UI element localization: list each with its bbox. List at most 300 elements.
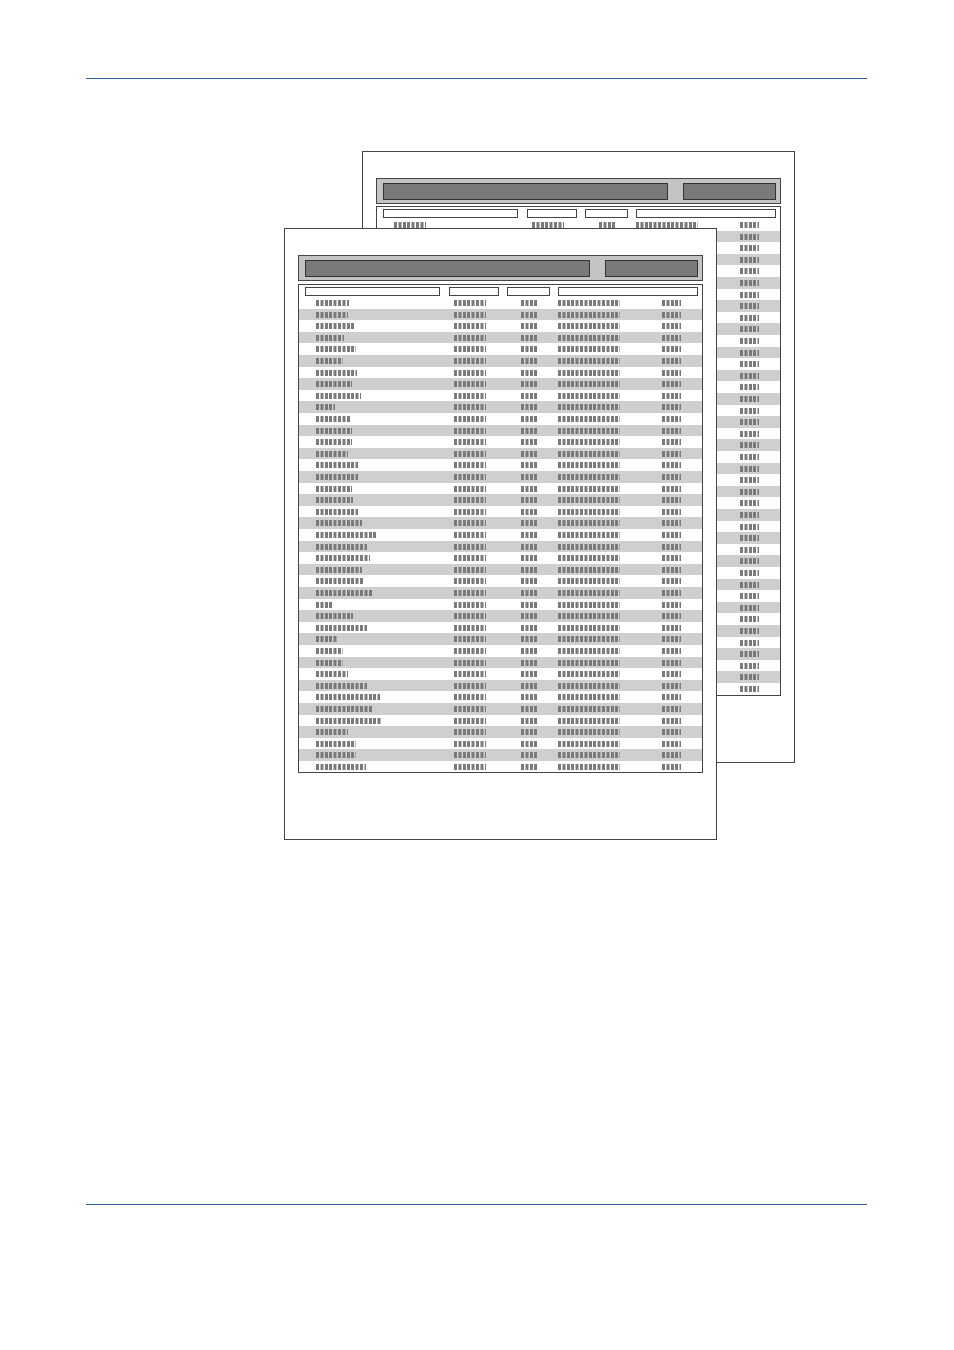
placeholder-cell [558,358,620,364]
table-row [299,680,702,692]
placeholder-cell [558,625,620,631]
placeholder-cell [558,323,620,329]
placeholder-cell [316,660,343,666]
placeholder-cell [454,567,486,573]
placeholder-cell [662,312,681,318]
placeholder-cell [454,404,486,410]
placeholder-cell [662,602,681,608]
table-row [299,378,702,390]
placeholder-cell [662,706,681,712]
placeholder-cell [740,442,759,448]
placeholder-cell [521,590,538,596]
placeholder-cell [558,602,620,608]
placeholder-cell [740,396,759,402]
placeholder-cell [454,636,486,642]
report-title-bar [383,183,668,200]
placeholder-cell [662,416,681,422]
placeholder-cell [454,729,486,735]
placeholder-cell [454,323,486,329]
table-row [299,703,702,715]
table-row [299,610,702,622]
placeholder-cell [740,605,759,611]
placeholder-cell [454,752,486,758]
placeholder-cell [316,544,367,550]
table-row [299,529,702,541]
table-row [299,355,702,367]
placeholder-cell [316,625,367,631]
placeholder-cell [316,590,372,596]
table-row [299,506,702,518]
placeholder-cell [558,416,620,422]
table-row [299,599,702,611]
placeholder-cell [558,741,620,747]
placeholder-cell [454,439,486,445]
placeholder-cell [662,555,681,561]
placeholder-cell [454,300,486,306]
placeholder-cell [454,694,486,700]
placeholder-cell [454,602,486,608]
placeholder-cell [521,602,538,608]
placeholder-cell [316,428,352,434]
table-row [299,668,702,680]
placeholder-cell [740,582,759,588]
placeholder-cell [662,474,681,480]
table-row [299,309,702,321]
placeholder-cell [662,752,681,758]
report-table [298,284,703,773]
placeholder-cell [454,474,486,480]
placeholder-cell [316,486,352,492]
column-header [636,209,776,218]
placeholder-cell [521,393,538,399]
placeholder-cell [521,323,538,329]
placeholder-cell [316,532,377,538]
placeholder-cell [740,361,759,367]
placeholder-cell [454,718,486,724]
placeholder-cell [316,718,382,724]
table-row [299,517,702,529]
placeholder-cell [454,741,486,747]
placeholder-cell [558,544,620,550]
table-row [299,552,702,564]
placeholder-cell [558,312,620,318]
placeholder-cell [454,764,486,770]
placeholder-cell [662,718,681,724]
placeholder-cell [740,373,759,379]
placeholder-cell [316,567,362,573]
placeholder-cell [316,393,361,399]
table-row [299,436,702,448]
placeholder-cell [454,544,486,550]
placeholder-cell [558,451,620,457]
placeholder-cell [521,474,538,480]
placeholder-cell [740,535,759,541]
placeholder-cell [454,671,486,677]
table-row [299,564,702,576]
placeholder-cell [454,370,486,376]
placeholder-cell [521,358,538,364]
placeholder-cell [454,520,486,526]
placeholder-cell [521,648,538,654]
placeholder-cell [662,520,681,526]
report-title-bar [305,260,590,277]
table-row [299,575,702,587]
placeholder-cell [454,660,486,666]
placeholder-cell [316,752,356,758]
placeholder-cell [662,532,681,538]
placeholder-cell [558,497,620,503]
placeholder-cell [558,393,620,399]
placeholder-cell [740,640,759,646]
table-row [299,425,702,437]
placeholder-cell [662,578,681,584]
placeholder-cell [662,393,681,399]
placeholder-cell [316,741,356,747]
placeholder-cell [521,428,538,434]
placeholder-cell [662,509,681,515]
column-header [383,209,518,218]
table-row [299,715,702,727]
placeholder-cell [740,292,759,298]
placeholder-cell [662,462,681,468]
placeholder-cell [454,393,486,399]
placeholder-cell [454,312,486,318]
placeholder-cell [740,674,759,680]
placeholder-cell [316,671,348,677]
placeholder-cell [662,428,681,434]
placeholder-cell [662,451,681,457]
placeholder-cell [316,416,351,422]
placeholder-cell [316,404,335,410]
placeholder-cell [662,335,681,341]
table-row [299,390,702,402]
placeholder-cell [316,451,348,457]
placeholder-cell [740,303,759,309]
placeholder-cell [662,729,681,735]
placeholder-cell [316,636,338,642]
placeholder-cell [558,474,620,480]
table-row [299,749,702,761]
placeholder-cell [740,570,759,576]
placeholder-cell [662,486,681,492]
placeholder-cell [521,567,538,573]
placeholder-cell [558,335,620,341]
placeholder-cell [740,454,759,460]
placeholder-cell [558,404,620,410]
placeholder-cell [316,335,344,341]
placeholder-cell [521,370,538,376]
placeholder-cell [521,694,538,700]
placeholder-cell [740,280,759,286]
placeholder-cell [558,590,620,596]
table-row [299,401,702,413]
placeholder-cell [454,555,486,561]
placeholder-cell [521,416,538,422]
table-row [299,645,702,657]
placeholder-cell [316,683,367,689]
placeholder-cell [316,694,380,700]
report-header-band [376,178,781,204]
placeholder-cell [740,466,759,472]
placeholder-cell [662,648,681,654]
placeholder-cell [521,486,538,492]
placeholder-cell [662,323,681,329]
placeholder-cell [316,346,356,352]
placeholder-cell [740,315,759,321]
placeholder-cell [316,474,358,480]
placeholder-cell [740,384,759,390]
placeholder-cell [316,370,357,376]
placeholder-cell [454,416,486,422]
placeholder-cell [740,257,759,263]
placeholder-cell [521,555,538,561]
placeholder-cell [454,590,486,596]
placeholder-cell [316,439,352,445]
placeholder-cell [558,706,620,712]
placeholder-cell [740,268,759,274]
placeholder-cell [558,648,620,654]
placeholder-cell [558,486,620,492]
table-row [299,471,702,483]
placeholder-cell [558,439,620,445]
placeholder-cell [316,764,366,770]
placeholder-cell [558,520,620,526]
placeholder-cell [558,462,620,468]
table-row [299,343,702,355]
placeholder-cell [558,694,620,700]
placeholder-cell [521,462,538,468]
placeholder-cell [740,408,759,414]
placeholder-cell [558,729,620,735]
table-row [299,691,702,703]
placeholder-cell [454,451,486,457]
column-header [507,287,550,296]
table-row [299,738,702,750]
placeholder-cell [740,686,759,692]
table-row [299,726,702,738]
column-header [585,209,628,218]
placeholder-cell [521,346,538,352]
placeholder-cell [558,428,620,434]
placeholder-cell [662,567,681,573]
placeholder-cell [454,497,486,503]
placeholder-cell [521,381,538,387]
placeholder-cell [558,613,620,619]
placeholder-cell [558,370,620,376]
placeholder-cell [521,636,538,642]
placeholder-cell [454,509,486,515]
placeholder-cell [316,520,362,526]
column-header [305,287,440,296]
table-row [299,332,702,344]
table-row [299,448,702,460]
bottom-rule [86,1204,867,1205]
placeholder-cell [454,335,486,341]
placeholder-cell [454,613,486,619]
placeholder-cell [662,625,681,631]
placeholder-cell [521,509,538,515]
placeholder-cell [558,718,620,724]
placeholder-cell [740,628,759,634]
placeholder-cell [454,648,486,654]
placeholder-cell [558,752,620,758]
placeholder-cell [521,497,538,503]
top-rule [86,78,867,79]
placeholder-cell [558,636,620,642]
placeholder-cell [521,544,538,550]
placeholder-cell [740,500,759,506]
placeholder-cell [740,558,759,564]
table-row [299,541,702,553]
placeholder-cell [454,428,486,434]
placeholder-cell [558,764,620,770]
placeholder-cell [521,706,538,712]
placeholder-cell [521,671,538,677]
table-row [299,494,702,506]
placeholder-cell [521,520,538,526]
table-row [299,622,702,634]
placeholder-cell [454,358,486,364]
placeholder-cell [740,489,759,495]
placeholder-cell [454,578,486,584]
placeholder-cell [521,312,538,318]
placeholder-cell [558,381,620,387]
placeholder-cell [521,752,538,758]
placeholder-cell [454,346,486,352]
placeholder-cell [662,764,681,770]
placeholder-cell [558,683,620,689]
table-row [299,633,702,645]
placeholder-cell [662,497,681,503]
column-header [449,287,499,296]
placeholder-cell [558,578,620,584]
placeholder-cell [740,419,759,425]
placeholder-cell [521,741,538,747]
placeholder-cell [316,706,372,712]
placeholder-cell [521,764,538,770]
placeholder-cell [521,729,538,735]
placeholder-cell [316,509,358,515]
report-info-bar [605,260,698,277]
placeholder-cell [316,578,363,584]
placeholder-cell [740,616,759,622]
placeholder-cell [662,358,681,364]
placeholder-cell [740,338,759,344]
placeholder-cell [521,532,538,538]
table-row [299,320,702,332]
placeholder-cell [316,729,348,735]
placeholder-cell [521,300,538,306]
placeholder-cell [740,431,759,437]
table-row [299,483,702,495]
table-row [299,297,702,309]
placeholder-cell [316,300,349,306]
placeholder-cell [316,358,343,364]
placeholder-cell [316,613,353,619]
placeholder-cell [740,651,759,657]
placeholder-cell [558,671,620,677]
placeholder-cell [740,663,759,669]
placeholder-cell [521,404,538,410]
placeholder-cell [740,593,759,599]
placeholder-cell [521,578,538,584]
placeholder-cell [316,312,348,318]
report-info-bar [683,183,776,200]
table-row [299,761,702,773]
table-row [299,587,702,599]
placeholder-cell [740,524,759,530]
placeholder-cell [662,694,681,700]
placeholder-cell [662,636,681,642]
placeholder-cell [662,346,681,352]
table-row [299,413,702,425]
report-page-front [284,228,717,840]
placeholder-cell [662,741,681,747]
placeholder-cell [454,683,486,689]
placeholder-cell [316,323,354,329]
placeholder-cell [740,512,759,518]
placeholder-cell [521,439,538,445]
placeholder-cell [558,509,620,515]
placeholder-cell [662,671,681,677]
placeholder-cell [662,613,681,619]
placeholder-cell [740,234,759,240]
placeholder-cell [558,300,620,306]
placeholder-cell [454,706,486,712]
placeholder-cell [454,625,486,631]
placeholder-cell [316,648,343,654]
placeholder-cell [662,544,681,550]
table-row [299,459,702,471]
placeholder-cell [662,370,681,376]
table-row [299,367,702,379]
placeholder-cell [740,245,759,251]
placeholder-cell [662,300,681,306]
placeholder-cell [521,451,538,457]
placeholder-cell [662,660,681,666]
placeholder-cell [521,335,538,341]
placeholder-cell [558,567,620,573]
placeholder-cell [558,532,620,538]
placeholder-cell [316,602,332,608]
placeholder-cell [454,532,486,538]
placeholder-cell [316,555,370,561]
placeholder-cell [662,439,681,445]
placeholder-cell [740,547,759,553]
placeholder-cell [316,497,353,503]
placeholder-cell [454,462,486,468]
placeholder-cell [558,660,620,666]
placeholder-cell [740,477,759,483]
placeholder-cell [521,683,538,689]
placeholder-cell [316,462,358,468]
placeholder-cell [316,381,352,387]
placeholder-cell [454,381,486,387]
placeholder-cell [740,222,759,228]
placeholder-cell [454,486,486,492]
column-header [527,209,577,218]
placeholder-cell [662,404,681,410]
placeholder-cell [521,613,538,619]
table-row [299,657,702,669]
placeholder-cell [740,350,759,356]
placeholder-cell [521,718,538,724]
placeholder-cell [662,381,681,387]
placeholder-cell [558,555,620,561]
column-header [558,287,698,296]
placeholder-cell [662,590,681,596]
report-header-band [298,255,703,281]
